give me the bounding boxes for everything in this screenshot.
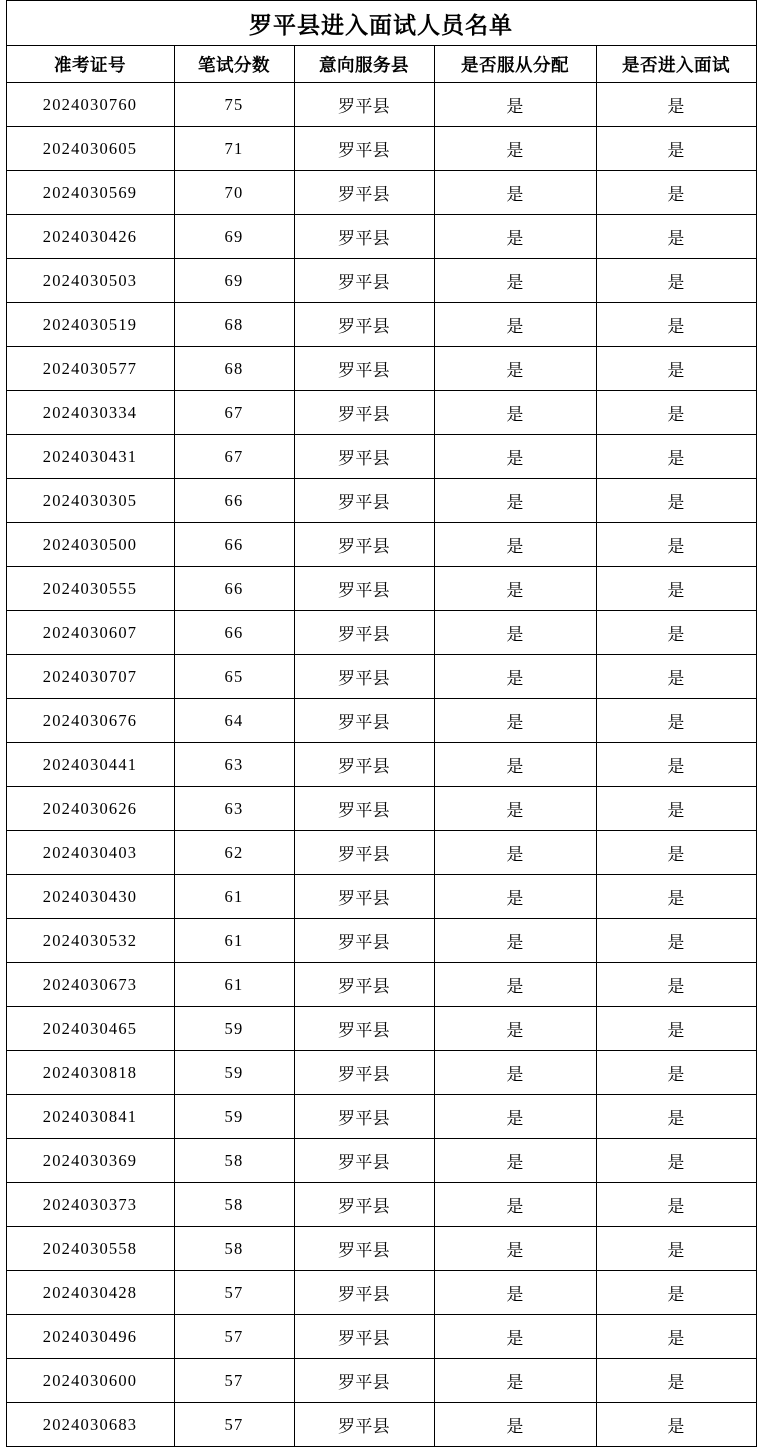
table-cell: 罗平县 bbox=[294, 611, 434, 655]
table-cell: 是 bbox=[434, 1227, 596, 1271]
table-cell: 2024030818 bbox=[6, 1051, 174, 1095]
table-cell: 是 bbox=[434, 347, 596, 391]
table-cell: 罗平县 bbox=[294, 1183, 434, 1227]
table-cell: 罗平县 bbox=[294, 655, 434, 699]
table-cell: 是 bbox=[434, 479, 596, 523]
table-cell: 是 bbox=[596, 567, 756, 611]
table-cell: 罗平县 bbox=[294, 743, 434, 787]
table-row bbox=[6, 831, 756, 875]
table-cell: 是 bbox=[434, 919, 596, 963]
table-row bbox=[6, 523, 756, 567]
table-cell: 罗平县 bbox=[294, 875, 434, 919]
table-cell: 66 bbox=[174, 567, 294, 611]
table-cell: 57 bbox=[174, 1315, 294, 1359]
table-row bbox=[6, 127, 756, 171]
table-cell: 是 bbox=[596, 699, 756, 743]
table-cell: 是 bbox=[596, 391, 756, 435]
table-cell: 71 bbox=[174, 127, 294, 171]
table-cell: 是 bbox=[596, 611, 756, 655]
table-cell: 罗平县 bbox=[294, 215, 434, 259]
table-cell: 是 bbox=[596, 479, 756, 523]
table-row bbox=[6, 655, 756, 699]
table-cell: 是 bbox=[434, 611, 596, 655]
table-cell: 是 bbox=[596, 1227, 756, 1271]
table-cell: 63 bbox=[174, 743, 294, 787]
table-cell: 罗平县 bbox=[294, 831, 434, 875]
table-cell: 是 bbox=[434, 523, 596, 567]
table-cell: 罗平县 bbox=[294, 391, 434, 435]
table-row bbox=[6, 215, 756, 259]
table-row bbox=[6, 1403, 756, 1447]
table-cell: 是 bbox=[434, 259, 596, 303]
table-cell: 是 bbox=[596, 303, 756, 347]
table-cell: 69 bbox=[174, 215, 294, 259]
table-cell: 57 bbox=[174, 1403, 294, 1447]
table-cell: 是 bbox=[434, 1359, 596, 1403]
table-row bbox=[6, 1315, 756, 1359]
table-row bbox=[6, 303, 756, 347]
table-cell: 70 bbox=[174, 171, 294, 215]
table-cell: 58 bbox=[174, 1183, 294, 1227]
table-cell: 2024030431 bbox=[6, 435, 174, 479]
table-cell: 是 bbox=[434, 215, 596, 259]
table-cell: 66 bbox=[174, 523, 294, 567]
table-cell: 是 bbox=[596, 1051, 756, 1095]
table-row bbox=[6, 743, 756, 787]
table-cell: 是 bbox=[596, 127, 756, 171]
table-cell: 2024030569 bbox=[6, 171, 174, 215]
table-cell: 是 bbox=[434, 83, 596, 127]
table-cell: 2024030600 bbox=[6, 1359, 174, 1403]
table-cell: 2024030760 bbox=[6, 83, 174, 127]
table-body bbox=[6, 1, 756, 1447]
column-header-obey-assignment: 是否服从分配 bbox=[434, 46, 596, 83]
column-header-enter-interview: 是否进入面试 bbox=[596, 46, 756, 83]
table-cell: 是 bbox=[596, 1271, 756, 1315]
table-cell: 是 bbox=[596, 831, 756, 875]
table-cell: 是 bbox=[596, 259, 756, 303]
table-cell: 2024030626 bbox=[6, 787, 174, 831]
table-cell: 75 bbox=[174, 83, 294, 127]
table-cell: 罗平县 bbox=[294, 1139, 434, 1183]
table-cell: 2024030577 bbox=[6, 347, 174, 391]
table-cell: 57 bbox=[174, 1271, 294, 1315]
table-cell: 58 bbox=[174, 1139, 294, 1183]
table-cell: 2024030503 bbox=[6, 259, 174, 303]
table-cell: 2024030465 bbox=[6, 1007, 174, 1051]
table-cell: 2024030496 bbox=[6, 1315, 174, 1359]
table-cell: 2024030428 bbox=[6, 1271, 174, 1315]
table-cell: 罗平县 bbox=[294, 1271, 434, 1315]
table-cell: 是 bbox=[434, 831, 596, 875]
table-row bbox=[6, 919, 756, 963]
table-cell: 2024030430 bbox=[6, 875, 174, 919]
interview-list-table bbox=[6, 0, 757, 1447]
table-cell: 是 bbox=[434, 1403, 596, 1447]
table-cell: 2024030558 bbox=[6, 1227, 174, 1271]
table-cell: 罗平县 bbox=[294, 1315, 434, 1359]
table-row bbox=[6, 963, 756, 1007]
table-cell: 2024030607 bbox=[6, 611, 174, 655]
table-cell: 罗平县 bbox=[294, 347, 434, 391]
table-cell: 63 bbox=[174, 787, 294, 831]
table-row bbox=[6, 259, 756, 303]
table-cell: 64 bbox=[174, 699, 294, 743]
table-cell: 59 bbox=[174, 1095, 294, 1139]
table-cell: 是 bbox=[434, 1271, 596, 1315]
table-row bbox=[6, 1359, 756, 1403]
title-row bbox=[6, 1, 756, 46]
table-cell: 67 bbox=[174, 435, 294, 479]
table-cell: 2024030605 bbox=[6, 127, 174, 171]
table-cell: 是 bbox=[596, 435, 756, 479]
table-cell: 2024030519 bbox=[6, 303, 174, 347]
table-cell: 是 bbox=[596, 171, 756, 215]
table-row bbox=[6, 1095, 756, 1139]
table-row bbox=[6, 1271, 756, 1315]
table-row bbox=[6, 699, 756, 743]
table-cell: 61 bbox=[174, 919, 294, 963]
table-cell: 罗平县 bbox=[294, 479, 434, 523]
table-cell: 罗平县 bbox=[294, 1227, 434, 1271]
table-cell: 罗平县 bbox=[294, 787, 434, 831]
table-cell: 65 bbox=[174, 655, 294, 699]
table-cell: 罗平县 bbox=[294, 303, 434, 347]
table-cell: 是 bbox=[434, 1183, 596, 1227]
column-header-exam-number: 准考证号 bbox=[6, 46, 174, 83]
table-cell: 罗平县 bbox=[294, 699, 434, 743]
table-cell: 2024030676 bbox=[6, 699, 174, 743]
table-cell: 是 bbox=[596, 215, 756, 259]
table-cell: 2024030841 bbox=[6, 1095, 174, 1139]
table-cell: 是 bbox=[596, 1315, 756, 1359]
table-row bbox=[6, 479, 756, 523]
table-cell: 2024030441 bbox=[6, 743, 174, 787]
table-cell: 是 bbox=[434, 699, 596, 743]
table-cell: 2024030532 bbox=[6, 919, 174, 963]
table-cell: 62 bbox=[174, 831, 294, 875]
table-row bbox=[6, 391, 756, 435]
table-cell: 是 bbox=[434, 655, 596, 699]
table-row bbox=[6, 1007, 756, 1051]
table-cell: 罗平县 bbox=[294, 259, 434, 303]
table-cell: 罗平县 bbox=[294, 83, 434, 127]
table-cell: 是 bbox=[596, 1139, 756, 1183]
table-cell: 罗平县 bbox=[294, 1095, 434, 1139]
table-cell: 是 bbox=[434, 743, 596, 787]
table-cell: 罗平县 bbox=[294, 1359, 434, 1403]
table-cell: 是 bbox=[434, 1139, 596, 1183]
table-cell: 61 bbox=[174, 963, 294, 1007]
header-row bbox=[6, 46, 756, 83]
table-cell: 是 bbox=[434, 171, 596, 215]
table-cell: 66 bbox=[174, 479, 294, 523]
table-cell: 罗平县 bbox=[294, 1007, 434, 1051]
table-cell: 是 bbox=[596, 919, 756, 963]
table-row bbox=[6, 787, 756, 831]
table-row bbox=[6, 1051, 756, 1095]
table-cell: 是 bbox=[596, 523, 756, 567]
table-cell: 是 bbox=[434, 391, 596, 435]
table-cell: 是 bbox=[596, 83, 756, 127]
table-cell: 是 bbox=[434, 127, 596, 171]
table-cell: 是 bbox=[596, 787, 756, 831]
table-cell: 58 bbox=[174, 1227, 294, 1271]
column-header-written-score: 笔试分数 bbox=[174, 46, 294, 83]
table-row bbox=[6, 1227, 756, 1271]
table-cell: 是 bbox=[596, 347, 756, 391]
table-cell: 2024030500 bbox=[6, 523, 174, 567]
table-cell: 2024030334 bbox=[6, 391, 174, 435]
table-cell: 是 bbox=[596, 655, 756, 699]
table-cell: 2024030373 bbox=[6, 1183, 174, 1227]
table-cell: 罗平县 bbox=[294, 567, 434, 611]
table-cell: 是 bbox=[434, 1007, 596, 1051]
table-cell: 是 bbox=[596, 875, 756, 919]
table-cell: 是 bbox=[434, 567, 596, 611]
table-cell: 59 bbox=[174, 1051, 294, 1095]
table-cell: 是 bbox=[596, 1359, 756, 1403]
table-cell: 68 bbox=[174, 303, 294, 347]
table-cell: 2024030403 bbox=[6, 831, 174, 875]
table-row bbox=[6, 611, 756, 655]
table-row bbox=[6, 435, 756, 479]
table-cell: 罗平县 bbox=[294, 435, 434, 479]
table-cell: 罗平县 bbox=[294, 171, 434, 215]
table-cell: 69 bbox=[174, 259, 294, 303]
column-header-intended-county: 意向服务县 bbox=[294, 46, 434, 83]
table-row bbox=[6, 1183, 756, 1227]
table-cell: 是 bbox=[434, 787, 596, 831]
table-row bbox=[6, 347, 756, 391]
table-cell: 2024030683 bbox=[6, 1403, 174, 1447]
table-cell: 2024030555 bbox=[6, 567, 174, 611]
table-row bbox=[6, 171, 756, 215]
table-cell: 是 bbox=[434, 1051, 596, 1095]
table-cell: 2024030673 bbox=[6, 963, 174, 1007]
table-cell: 57 bbox=[174, 1359, 294, 1403]
table-cell: 是 bbox=[596, 1403, 756, 1447]
table-cell: 罗平县 bbox=[294, 523, 434, 567]
table-cell: 是 bbox=[434, 875, 596, 919]
table-cell: 68 bbox=[174, 347, 294, 391]
table-cell: 是 bbox=[434, 1095, 596, 1139]
table-cell: 罗平县 bbox=[294, 1403, 434, 1447]
table-row bbox=[6, 567, 756, 611]
table-cell: 是 bbox=[434, 303, 596, 347]
table-cell: 是 bbox=[596, 1095, 756, 1139]
table-row bbox=[6, 1139, 756, 1183]
table-cell: 67 bbox=[174, 391, 294, 435]
page-title: 罗平县进入面试人员名单 bbox=[6, 1, 756, 46]
table-row bbox=[6, 83, 756, 127]
table-cell: 2024030369 bbox=[6, 1139, 174, 1183]
table-cell: 2024030426 bbox=[6, 215, 174, 259]
table-cell: 是 bbox=[434, 963, 596, 1007]
table-cell: 66 bbox=[174, 611, 294, 655]
table-cell: 罗平县 bbox=[294, 919, 434, 963]
table-cell: 是 bbox=[434, 435, 596, 479]
table-cell: 罗平县 bbox=[294, 1051, 434, 1095]
table-cell: 是 bbox=[596, 1007, 756, 1051]
table-cell: 是 bbox=[596, 743, 756, 787]
table-cell: 是 bbox=[596, 963, 756, 1007]
table-cell: 罗平县 bbox=[294, 963, 434, 1007]
table-cell: 是 bbox=[596, 1183, 756, 1227]
table-cell: 罗平县 bbox=[294, 127, 434, 171]
table-cell: 2024030305 bbox=[6, 479, 174, 523]
table-cell: 61 bbox=[174, 875, 294, 919]
table-cell: 是 bbox=[434, 1315, 596, 1359]
table-cell: 2024030707 bbox=[6, 655, 174, 699]
table-row bbox=[6, 875, 756, 919]
table-cell: 59 bbox=[174, 1007, 294, 1051]
